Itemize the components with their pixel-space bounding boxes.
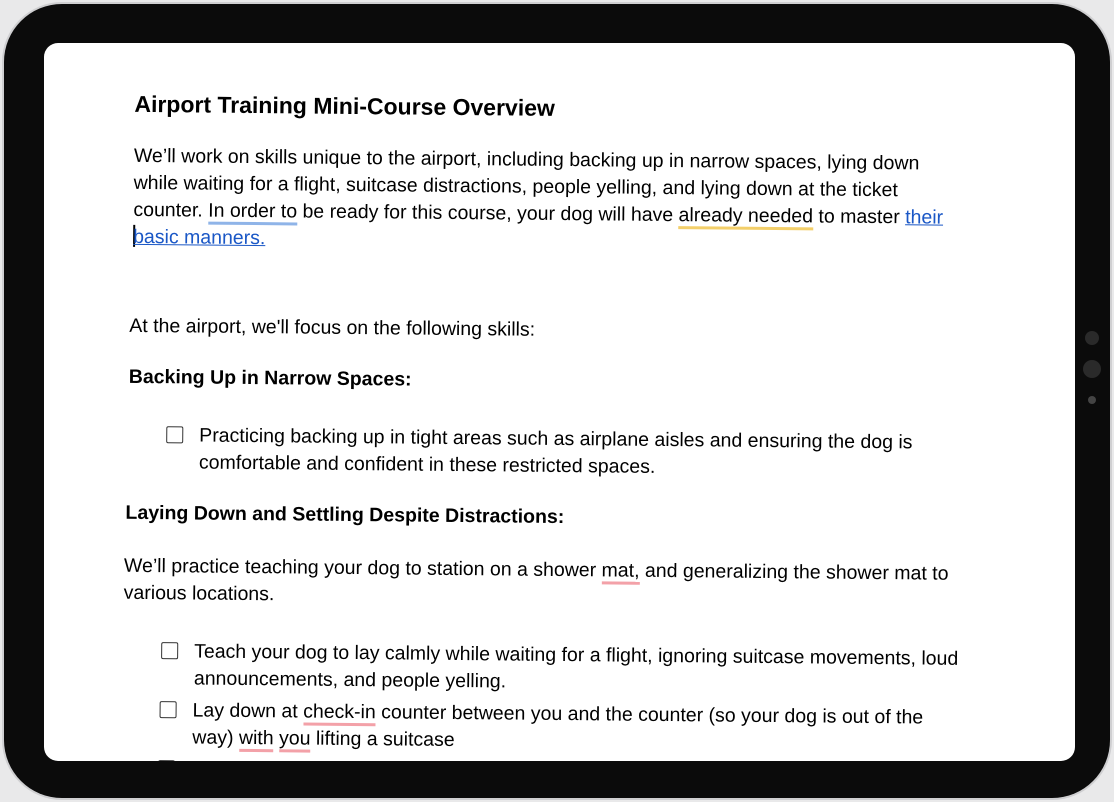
checkbox[interactable] — [160, 701, 177, 718]
task-text: Practicing backing up in tight areas such as airplane aisles and ensuring the dog is — [199, 424, 913, 454]
station-text: We’ll practice teaching your dog to station on a shower — [123, 554, 602, 582]
station-line-2: various locations. — [123, 581, 275, 606]
task-text: way) with you lifting a suitcase — [192, 726, 455, 751]
focus-intro: At the airport, we'll focus on the following skills: — [129, 314, 536, 341]
checkbox[interactable] — [166, 426, 183, 443]
grammar-suggestion-with[interactable]: with — [239, 727, 274, 752]
intro-line-1: We’ll work on skills unique to the airport, including backing up in narrow spaces, lying down — [133, 144, 920, 175]
style-suggestion-already-needed[interactable]: already needed — [678, 204, 813, 230]
intro-text: be ready for this course, your dog will have — [296, 200, 679, 227]
task-text: Lay down at check-in counter between you and the counter (so your dog is out of the — [192, 699, 924, 729]
side-button-top — [1085, 331, 1099, 345]
side-button-middle — [1083, 360, 1101, 378]
task-text: announcements, and people yelling. — [193, 667, 507, 693]
basic-manners-link[interactable]: their — [905, 206, 944, 229]
camera-icon — [1088, 396, 1096, 404]
document-body[interactable] — [44, 43, 1075, 761]
grammar-suggestion-in-order-to[interactable]: In order to — [208, 200, 297, 226]
section-heading-laying-down: Laying Down and Settling Despite Distractions: — [125, 501, 565, 529]
station-paragraph[interactable] — [124, 553, 949, 615]
grammar-suggestion-you[interactable]: you — [279, 727, 311, 752]
spelling-suggestion-check-in[interactable]: check-in — [303, 701, 376, 727]
task-text: Teach your dog to lay calmly while waiting for a flight, ignoring suitcase movements, loud — [194, 640, 959, 670]
section-heading-backing-up: Backing Up in Narrow Spaces: — [128, 365, 412, 391]
intro-paragraph[interactable] — [133, 143, 944, 259]
task-text: comfortable and confident in these restricted spaces. — [198, 451, 656, 478]
document-screen[interactable] — [44, 43, 1075, 761]
spelling-suggestion-mat[interactable]: mat, — [601, 559, 639, 584]
tablet-frame — [4, 4, 1110, 798]
page-title: Airport Training Mini-Course Overview — [134, 90, 555, 121]
station-text: and generalizing the shower mat to — [639, 559, 949, 585]
intro-text: to master — [812, 205, 906, 229]
checkbox[interactable] — [161, 642, 178, 659]
intro-text: counter. — [133, 198, 209, 222]
checkbox[interactable] — [158, 760, 175, 761]
basic-manners-link-cont[interactable]: basic manners. — [133, 225, 266, 250]
intro-line-2: while waiting for a flight, suitcase distractions, people yelling, and lying down at the ticket — [133, 171, 898, 202]
